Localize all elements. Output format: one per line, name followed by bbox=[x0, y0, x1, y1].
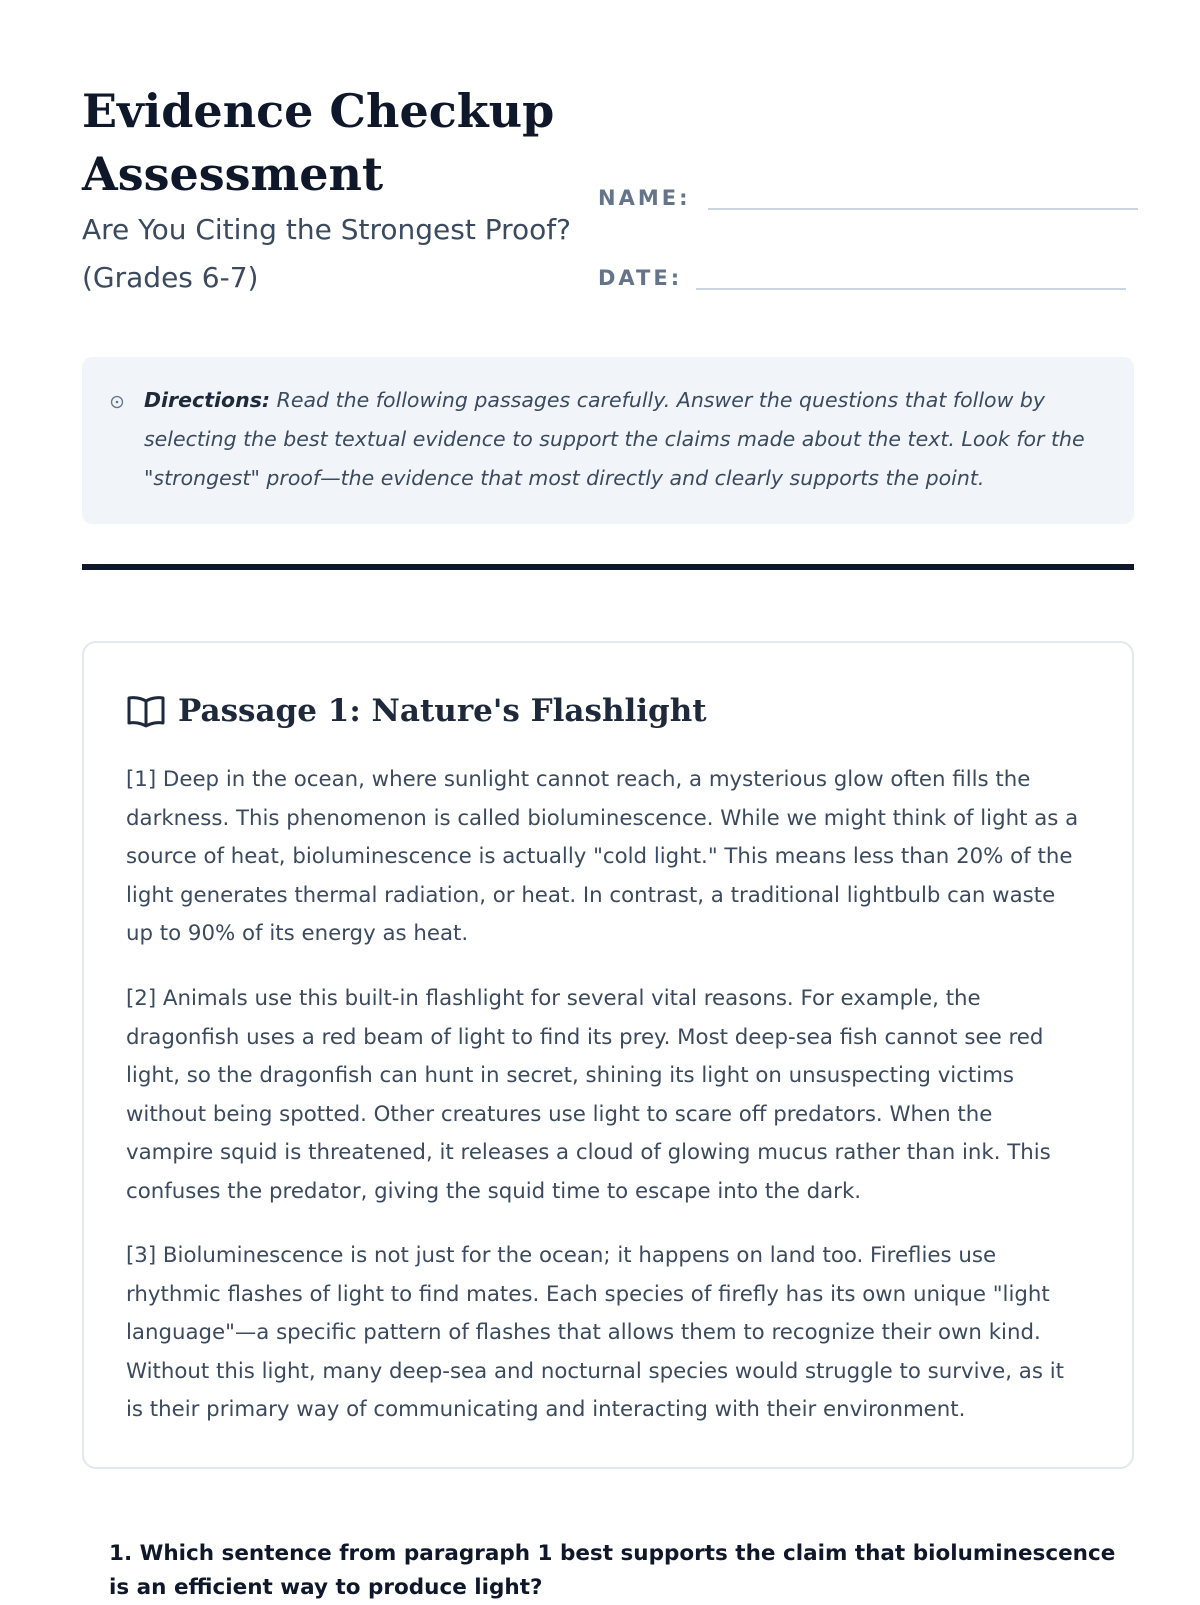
directions-label: Directions: bbox=[144, 388, 271, 412]
name-input-line[interactable] bbox=[708, 178, 1138, 210]
passage-paragraph: [3] Bioluminescence is not just for the ocean; it happens on land too. Fireflies use rhythmic flashes of light to find mates. Each species of firefly has its own unique "light language"—a specific pattern of flashes that allows them to recognize their own kind. Without this light, many deep-sea and nocturnal species would struggle to survive, as it is their primary way of communicating and interacting with their environment. bbox=[126, 1243, 1064, 1423]
name-field bbox=[598, 178, 1138, 210]
passage-paragraph: [1] Deep in the ocean, where sunlight cannot reach, a mysterious glow often fills the darkness. This phenomenon is called bioluminescence. While we might think of light as a source of heat, bioluminescence is actually "cold light." This means less than 20% of the light generates thermal radiation, or heat. In contrast, a traditional lightbulb can waste up to 90% of its energy as heat. bbox=[126, 767, 1079, 947]
date-field bbox=[598, 258, 1126, 290]
passage-header bbox=[126, 693, 707, 729]
section-divider bbox=[82, 564, 1134, 570]
info-icon bbox=[109, 394, 125, 410]
passage-card bbox=[82, 641, 1134, 1469]
date-input-line[interactable] bbox=[696, 258, 1126, 290]
page-subtitle: Are You Citing the Strongest Proof? (Grades 6-7) bbox=[82, 213, 571, 294]
book-icon bbox=[126, 693, 166, 729]
passage-paragraph: [2] Animals use this built-in flashlight for several vital reasons. For example, the dragonfish uses a red beam of light to find its prey. Most deep-sea fish cannot see red light, so the dragonfish can hunt in secret, shining its light on unsuspecting victims without being spotted. Other creatures use light to scare off predators. When the vampire squid is threatened, it releases a cloud of glowing mucus rather than ink. This confuses the predator, giving the squid time to escape into the dark. bbox=[126, 986, 1051, 1204]
passage-title: Passage 1: Nature's Flashlight bbox=[178, 693, 707, 729]
name-label: NAME: bbox=[598, 186, 691, 210]
directions-text: Read the following passages carefully. Answer the questions that follow by selecting the best textual evidence to support the claims made about the text. Look for the "strongest" proof—the evidence that most directly and clearly supports the point. bbox=[144, 388, 1085, 490]
date-label: DATE: bbox=[598, 266, 683, 290]
directions-box bbox=[82, 357, 1134, 524]
question-text: 1. Which sentence from paragraph 1 best supports the claim that bioluminescence is an efficient way to produce light? bbox=[109, 1541, 1116, 1600]
page-title: Evidence Checkup Assessment bbox=[82, 84, 555, 201]
